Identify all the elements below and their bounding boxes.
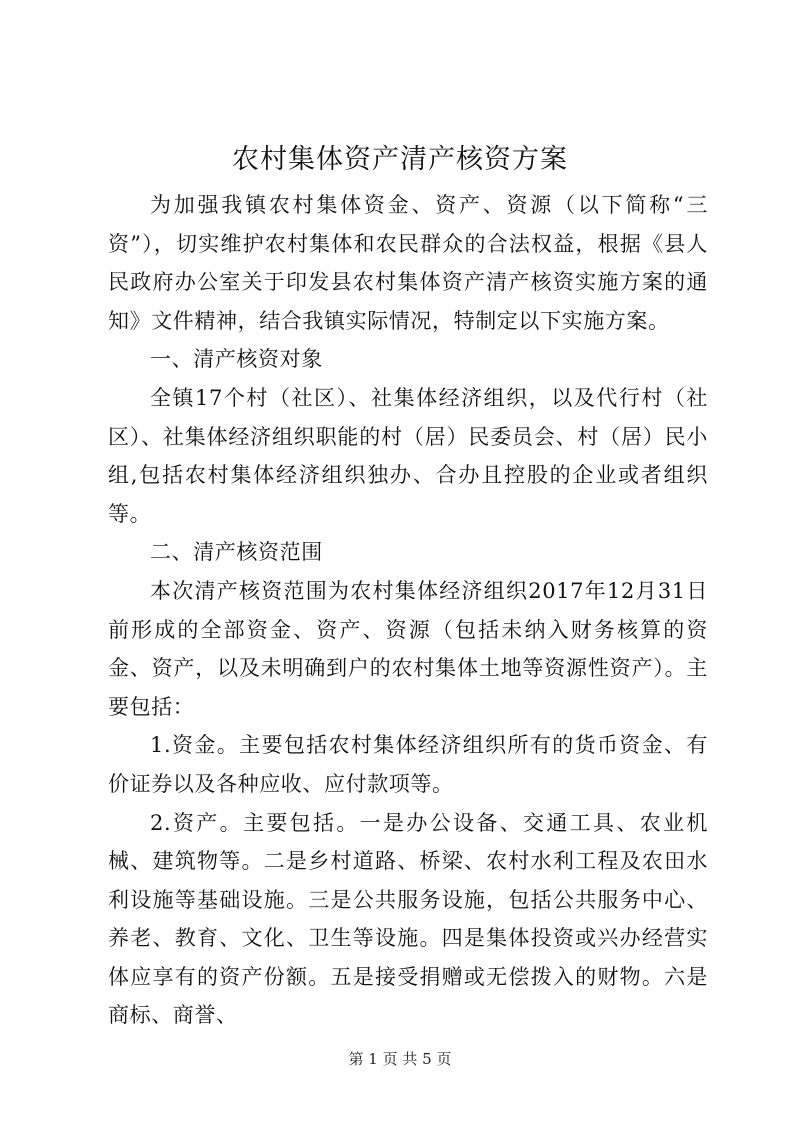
page-footer: 第 1 页 共 5 页 bbox=[348, 1050, 452, 1068]
document-body bbox=[108, 186, 708, 1035]
section-heading-1: 一、清产核资对象 bbox=[150, 347, 323, 372]
paragraph-item-assets: 2.资产。主要包括。一是办公设备、交通工具、农业机械、建筑物等。二是乡村道路、桥梁、农村水利工程及农田水利设施等基础设施。三是公共服务设施，包括公共服务中心、养老、教育、文化、卫生等设施。四是集体投资或兴办经营实体应享有的资产份额。五是接受捐赠或无偿拨入的财物。六是商标、商誉、 bbox=[108, 810, 708, 1028]
document-title: 农村集体资产清产核资方案 bbox=[232, 144, 568, 175]
paragraph-scope-range: 本次清产核资范围为农村集体经济组织2017年12月31日前形成的全部资金、资产、资源（包括未纳入财务核算的资金、资产，以及未明确到户的农村集体土地等资源性资产）。主要包括： bbox=[108, 578, 708, 719]
paragraph-intro: 为加强我镇农村集体资金、资产、资源（以下简称“三资”），切实维护农村集体和农民群众的合法权益，根据《县人民政府办公室关于印发县农村集体资产清产核资实施方案的通知》文件精神，结合我镇实际情况，特制定以下实施方案。 bbox=[108, 193, 708, 333]
paragraph-item-funds: 1.资金。主要包括农村集体经济组织所有的货币资金、有价证券以及各种应收、应付款项等。 bbox=[108, 733, 708, 796]
section-heading-2: 二、清产核资范围 bbox=[150, 540, 323, 565]
paragraph-scope-objects: 全镇17个村（社区）、社集体经济组织，以及代行村（社区）、社集体经济组织职能的村（居）民委员会、村（居）民小组,包括农村集体经济组织独办、合办且控股的企业或者组织等。 bbox=[108, 385, 708, 526]
